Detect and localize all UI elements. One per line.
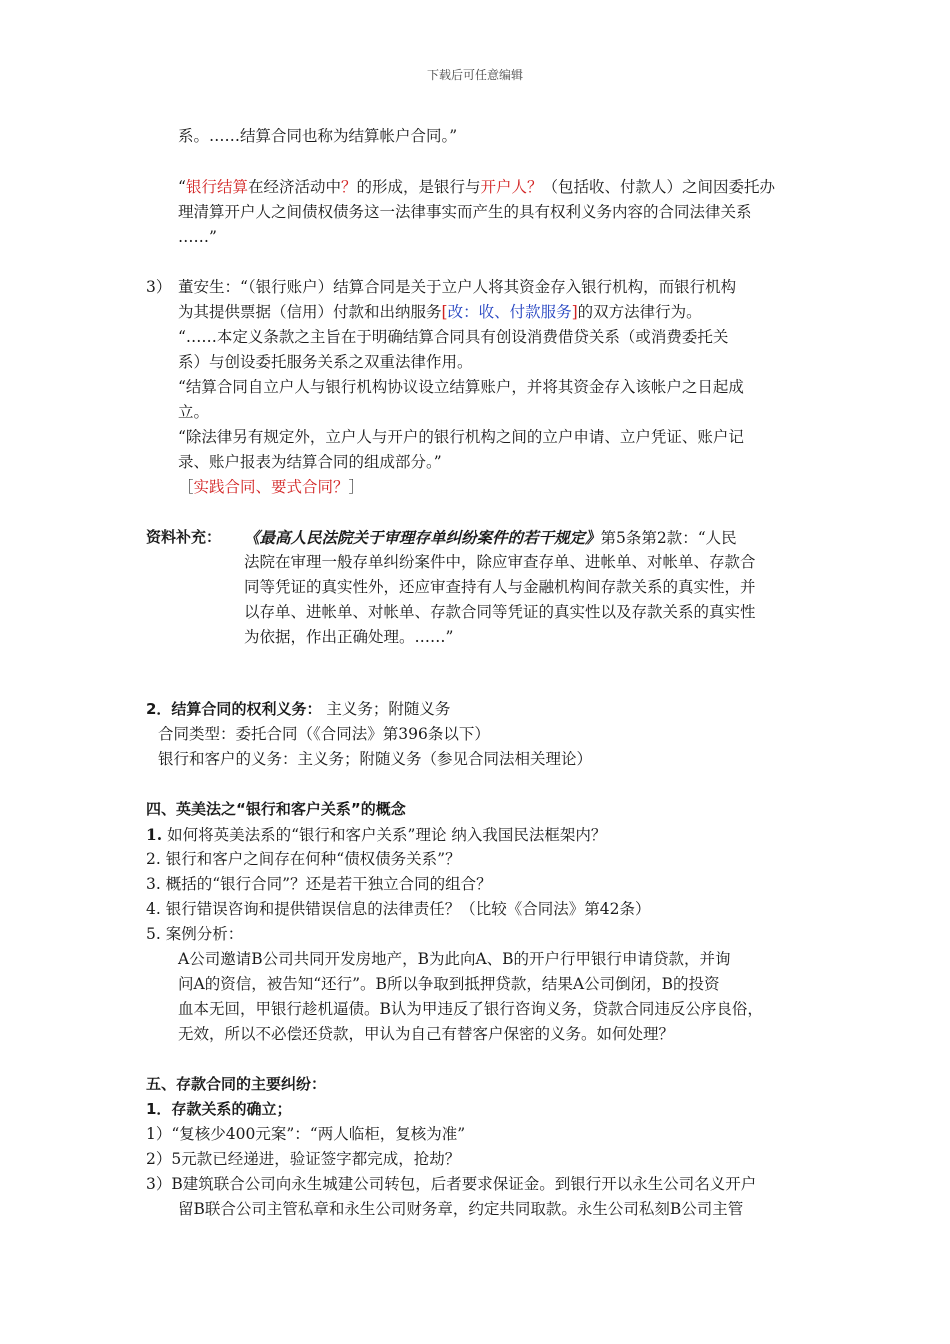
quote-mark: “: [178, 178, 186, 196]
subsection-heading: 1．存款关系的确立；: [146, 1100, 292, 1118]
text-line: [178, 300, 702, 325]
regulation-title: 《最高人民法院关于审理存单纠纷案件的若干规定》: [244, 528, 601, 547]
list-item: 5. 案例分析：: [146, 925, 244, 943]
bracket-close: ]: [571, 303, 578, 321]
item-number: 3）: [146, 278, 172, 296]
section-heading: 五、存款合同的主要纠纷：: [146, 1075, 327, 1093]
bracket-open: ［: [178, 478, 194, 496]
correction-note: 改：收、付款服务: [447, 303, 572, 321]
text-line: 无效，所以不必偿还贷款，甲认为自己有替客户保密的义务。如何处理？: [178, 1025, 675, 1043]
text-line: 为依据，作出正确处理。……”: [244, 628, 454, 646]
text-line: 系）与创设委托服务关系之双重法律作用。: [178, 353, 473, 371]
text-line: [244, 525, 737, 551]
bracket-close: ］: [348, 478, 365, 496]
text-line: “除法律另有规定外，立户人与开户的银行机构之间的立户申请、立户凭证、账户记: [178, 428, 744, 446]
list-item: 2. 银行和客户之间存在何种“债权债务关系”？: [146, 850, 461, 868]
term-bank-settlement: 银行结算: [185, 178, 248, 196]
text-span: （包括收、付款人）之间因委托办: [542, 178, 776, 196]
text-line: 立。: [178, 403, 210, 421]
list-number: 1.: [146, 825, 163, 844]
section-heading: 2．结算合同的权利义务：: [146, 700, 322, 718]
text-span: 为其提供票据（信用）付款和出纳服务: [178, 303, 442, 321]
section-heading-line: [146, 697, 450, 722]
question-mark-annotation: ？: [527, 178, 543, 196]
text-span: 如何将英美法系的“银行和客户关系”理论 纳入我国民法框架内？: [162, 826, 607, 844]
text-line: 法院在审理一般存单纠纷案件中，除应审查存单、进帐单、对帐单、存款合: [244, 553, 756, 571]
text-line: 以存单、进帐单、对帐单、存款合同等凭证的真实性以及存款关系的真实性: [244, 603, 756, 621]
bracket-open: [: [441, 303, 448, 321]
text-line: 合同类型：委托合同（《合同法》第396条以下）: [158, 725, 490, 743]
text-line: A公司邀请B公司共同开发房地产，B为此向A、B的开户行甲银行申请贷款，并询: [178, 950, 731, 968]
text-line: “结算合同自立户人与银行机构协议设立结算账户，并将其资金存入该帐户之日起成: [178, 378, 744, 396]
text-line: 录、账户报表为结算合同的组成部分。”: [178, 453, 442, 471]
quote-paragraph-line: [178, 175, 775, 200]
text-line: 银行和客户的义务：主义务；附随义务（参见合同法相关理论）: [158, 750, 593, 768]
text-line: 理清算开户人之间债权债务这一法律事实而产生的具有权利义务内容的合同法律关系: [178, 203, 752, 221]
page-header: 下载后可任意编辑: [426, 68, 523, 82]
text-span: 主义务；附随义务: [326, 700, 451, 718]
list-item: 2）5元款已经递进，验证签字都完成，抢劫？: [146, 1150, 461, 1168]
term-account-holder: 开户人: [480, 178, 528, 196]
list-item: 4. 银行错误咨询和提供错误信息的法律责任？（比较《合同法》第42条）: [146, 900, 651, 918]
section-heading: 四、英美法之“银行和客户关系”的概念: [146, 800, 406, 818]
text-line: 问A的资信，被告知“还行”。B所以争取到抵押贷款，结果A公司倒闭，B的投资: [178, 975, 720, 993]
text-line: 留B联合公司主管私章和永生公司财务章，约定共同取款。永生公司私刻B公司主管: [178, 1200, 744, 1218]
list-item: 1）“复核少400元案”：“两人临柜，复核为准”: [146, 1125, 466, 1143]
question-mark-annotation: ？: [340, 178, 357, 196]
text-line: ……”: [178, 228, 217, 246]
text-line: “……本定义条款之主旨在于明确结算合同具有创设消费借贷关系（或消费委托关: [178, 328, 729, 346]
supplement-label: 资料补充：: [146, 528, 222, 546]
text-line: [178, 475, 364, 500]
text-span: 第5条第2款：“人民: [600, 529, 737, 547]
text-line: 同等凭证的真实性外，还应审查持有人与金融机构间存款关系的真实性，并: [244, 578, 756, 596]
list-item: 3）B建筑联合公司向永生城建公司转包，后者要求保证金。到银行开以永生公司名义开户: [146, 1175, 757, 1193]
text-span: 在经济活动中: [247, 178, 341, 196]
text-line: 董安生：“（银行账户）结算合同是关于立户人将其资金存入银行机构，而银行机构: [178, 278, 737, 296]
list-item: 3. 概括的“银行合同”？还是若干独立合同的组合？: [146, 875, 492, 893]
text-span: 的形成，是银行与: [356, 178, 481, 196]
annotation-contract-type: 实践合同、要式合同？: [193, 478, 349, 496]
text-line: 血本无回，甲银行趁机逼债。B认为甲违反了银行咨询义务，贷款合同违反公序良俗，: [178, 1000, 763, 1018]
text-span: 的双方法律行为。: [577, 303, 702, 321]
list-item: [146, 822, 606, 848]
text-line: 系。……结算合同也称为结算帐户合同。”: [178, 127, 458, 145]
